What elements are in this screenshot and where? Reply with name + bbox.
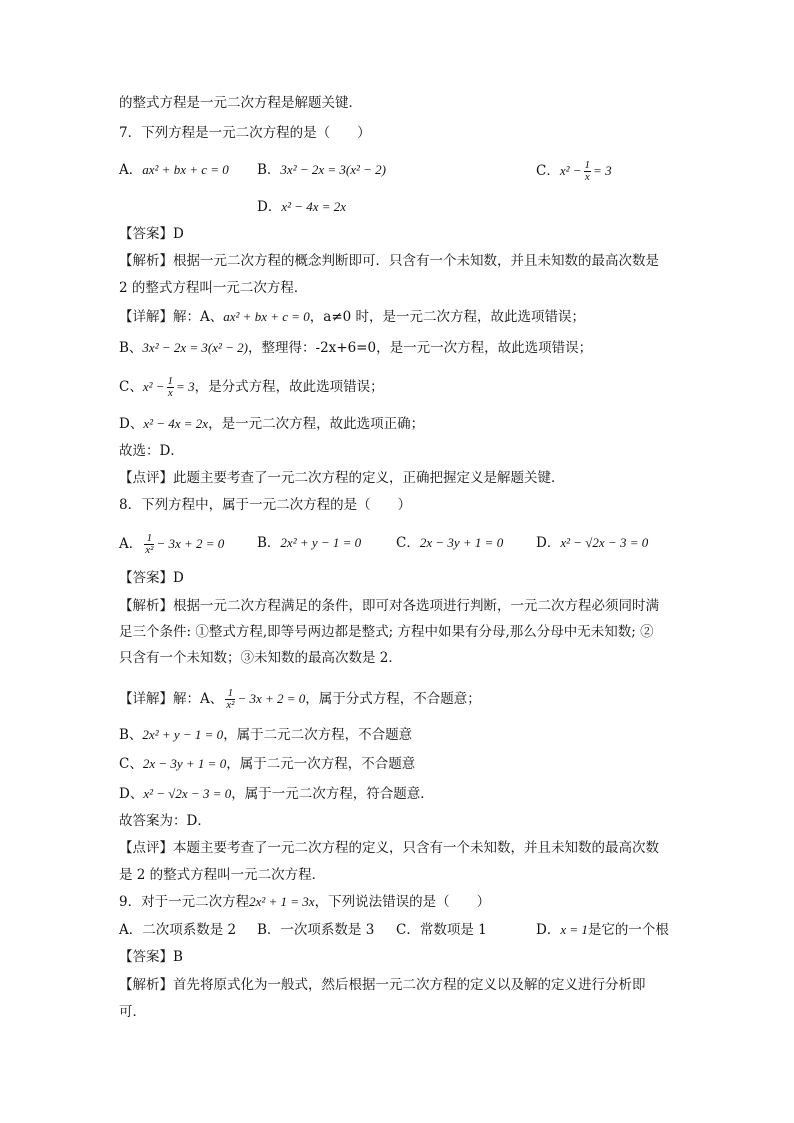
- answer-9: 【答案】B: [119, 949, 183, 965]
- answer-8: 【答案】D: [119, 570, 184, 586]
- detail-7-a: 【详解】解：A、ax² + bx + c = 0，a≠0 时，是一元二次方程，故此选项错误；: [119, 309, 586, 325]
- detail-8-c: C、2x − 3y + 1 = 0，属于二元一次方程，不合题意: [119, 756, 416, 772]
- analysis-7-line2: 2 的整式方程叫一元二次方程．: [119, 280, 308, 296]
- selection-7: 故选：D．: [119, 443, 184, 459]
- q8-option-a: A． $\frac{1}{\text{x²}}$ − 3x + 2 = 0: [119, 532, 225, 556]
- fraction: $\frac{1}{\text{x²}}$: [145, 532, 154, 556]
- q8-option-d: D．x² − √2x − 3 = 0: [536, 535, 649, 551]
- fraction: $\frac{1}{\text{x²}}$: [226, 687, 235, 711]
- q7-option-c: C．x² − $\frac{1}{x}$ = 3: [536, 159, 612, 183]
- q9-option-d: D．x = 1是它的一个根: [536, 922, 669, 938]
- analysis-9-line1: 【解析】首先将原式化为一般式，然后根据一元二次方程的定义以及解的定义进行分析即: [119, 977, 646, 993]
- analysis-8-line2: 足三个条件: ①整式方程,即等号两边都是整式; 方程中如果有分母,那么分母中无未知数; ②: [119, 624, 654, 640]
- selection-8: 故答案为：D．: [119, 813, 211, 829]
- answer-7: 【答案】D: [119, 226, 184, 242]
- q8-option-b: B．2x² + y − 1 = 0: [257, 535, 362, 551]
- comment-8-line1: 【点评】本题主要考查了一元二次方程的定义，只含有一个未知数，并且未知数的最高次数: [119, 840, 659, 856]
- detail-7-b: B、3x² − 2x = 3(x² − 2)，整理得：-2x+6=0，是一元一次方程，故此选项错误；: [119, 340, 593, 356]
- question-8: 8．下列方程中，属于一元二次方程的是（ ）: [119, 497, 412, 513]
- analysis-8-line3: 只含有一个未知数；③未知数的最高次数是 2．: [119, 650, 402, 666]
- question-7: 7．下列方程是一元二次方程的是（ ）: [119, 125, 371, 141]
- fraction: $\frac{1}{x}$: [167, 375, 174, 399]
- comment-8-line2: 是 2 的整式方程叫一元二次方程．: [119, 867, 326, 883]
- detail-8-b: B、2x² + y − 1 = 0，属于二元二次方程，不合题意: [119, 727, 413, 743]
- analysis-7-line1: 【解析】根据一元二次方程的概念判断即可．只含有一个未知数，并且未知数的最高次数是: [119, 253, 659, 269]
- question-9: 9．对于一元二次方程2x² + 1 = 3x，下列说法错误的是（ ）: [119, 894, 491, 910]
- q7-option-a: A．ax² + bx + c = 0: [119, 162, 229, 178]
- q9-option-a: A．二次项系数是 2: [119, 922, 237, 938]
- q9-option-b: B．一次项系数是 3: [257, 922, 375, 938]
- detail-7-d: D、x² − 4x = 2x，是一元二次方程，故此选项正确；: [119, 416, 425, 432]
- detail-7-c: C、x² − $\frac{1}{x}$ = 3，是分式方程，故此选项错误；: [119, 375, 384, 399]
- q7-option-d: D．x² − 4x = 2x: [257, 199, 347, 215]
- q9-option-c: C．常数项是 1: [396, 922, 487, 938]
- analysis-9-line2: 可．: [119, 1004, 146, 1020]
- q7-option-b: B．3x² − 2x = 3(x² − 2): [257, 162, 387, 178]
- fraction: $\frac{1}{x}$: [584, 159, 591, 183]
- text-line: 的整式方程是一元二次方程是解题关键．: [119, 95, 362, 111]
- q8-option-c: C．2x − 3y + 1 = 0: [396, 535, 504, 551]
- analysis-8-line1: 【解析】根据一元二次方程满足的条件，即可对各选项进行判断，一元二次方程必须同时满: [119, 598, 659, 614]
- detail-8-d: D、x² − √2x − 3 = 0，属于一元二次方程，符合题意．: [119, 786, 434, 802]
- comment-7: 【点评】此题主要考查了一元二次方程的定义，正确把握定义是解题关键．: [119, 470, 565, 486]
- detail-8-a: 【详解】解：A、 $\frac{1}{\text{x²}}$ − 3x + 2 = 0，属于分式方程，不合题意；: [119, 687, 481, 711]
